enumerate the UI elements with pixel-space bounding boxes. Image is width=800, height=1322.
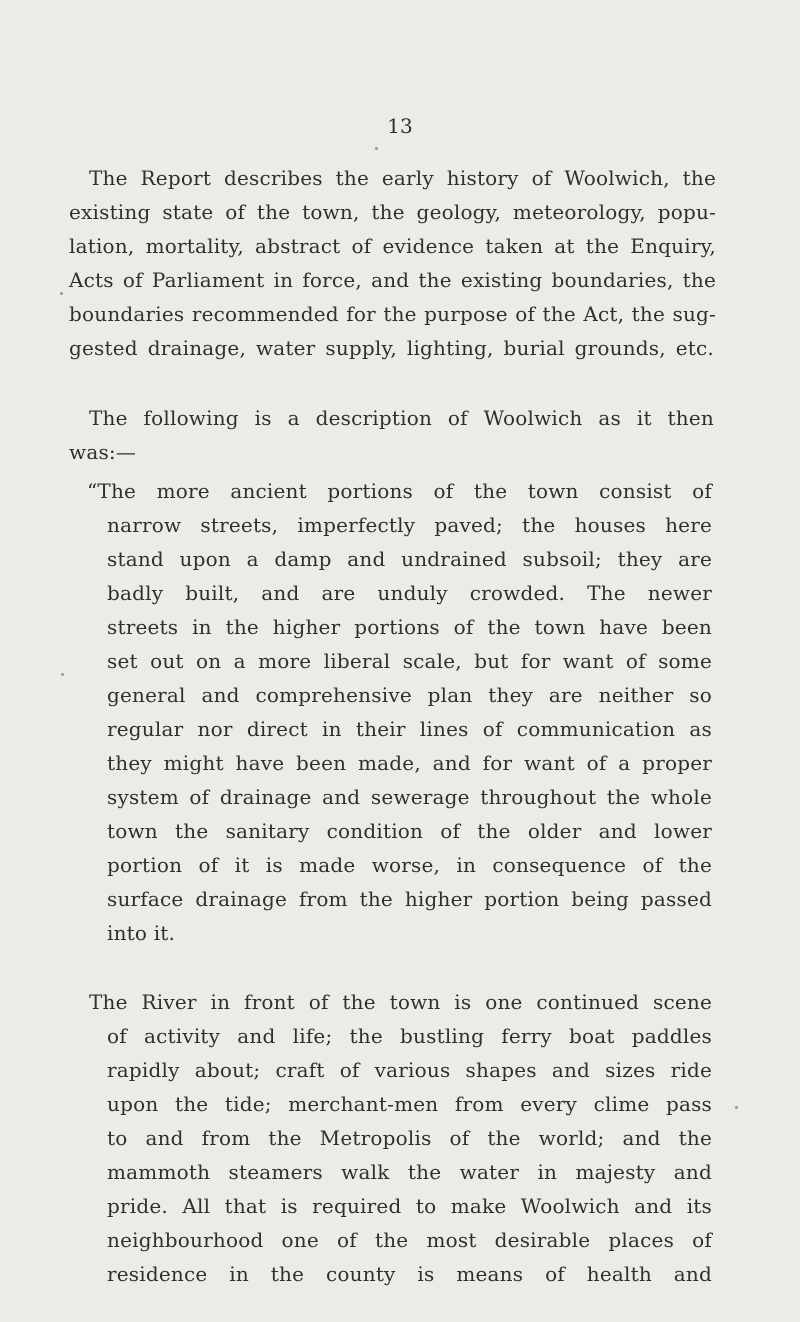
text-line: residence in the county is means of health and <box>107 1262 712 1286</box>
text-line: upon the tide; merchant-men from every clime pass <box>107 1092 712 1116</box>
text-line: mammoth steamers walk the water in majesty and <box>107 1160 712 1184</box>
text-line: badly built, and are unduly crowded. The newer <box>107 581 712 605</box>
text-line: narrow streets, imperfectly paved; the houses here <box>107 513 712 537</box>
print-speck <box>375 147 378 150</box>
text-line: The following is a description of Woolwich as it then <box>89 406 714 430</box>
text-line: regular nor direct in their lines of communication as <box>107 717 712 741</box>
text-line: The River in front of the town is one continued scene <box>89 990 712 1014</box>
text-line: The Report describes the early history of Woolwich, the <box>89 166 716 190</box>
text-line: pride. All that is required to make Woolwich and its <box>107 1194 712 1218</box>
text-line: lation, mortality, abstract of evidence taken at the Enquiry, <box>69 234 716 258</box>
text-line: town the sanitary condition of the older and lower <box>107 819 712 843</box>
print-speck <box>60 292 63 295</box>
text-line: was:— <box>69 440 137 464</box>
text-line: portion of it is made worse, in consequence of the <box>107 853 712 877</box>
text-line: system of drainage and sewerage throughout the whole <box>107 785 712 809</box>
text-line: existing state of the town, the geology, meteorology, popu- <box>69 200 716 224</box>
page-number: 13 <box>387 114 413 138</box>
text-line: to and from the Metropolis of the world; and the <box>107 1126 712 1150</box>
text-line: general and comprehensive plan they are neither so <box>107 683 712 707</box>
text-line: into it. <box>107 921 176 945</box>
text-line: “The more ancient portions of the town consist of <box>87 479 712 503</box>
text-line: streets in the higher portions of the town have been <box>107 615 712 639</box>
text-line: set out on a more liberal scale, but for want of some <box>107 649 712 673</box>
text-line: rapidly about; craft of various shapes and sizes ride <box>107 1058 712 1082</box>
text-line: stand upon a damp and undrained subsoil; they are <box>107 547 712 571</box>
text-line: neighbourhood one of the most desirable places of <box>107 1228 712 1252</box>
text-line: of activity and life; the bustling ferry boat paddles <box>107 1024 712 1048</box>
text-line: Acts of Parliament in force, and the existing boundaries, the <box>69 268 716 292</box>
print-speck <box>61 673 64 676</box>
text-line: surface drainage from the higher portion being passed <box>107 887 712 911</box>
text-line: they might have been made, and for want of a proper <box>107 751 712 775</box>
text-line: gested drainage, water supply, lighting, burial grounds, etc. <box>69 336 714 360</box>
print-speck <box>735 1106 738 1109</box>
text-line: boundaries recommended for the purpose of the Act, the sug- <box>69 302 716 326</box>
